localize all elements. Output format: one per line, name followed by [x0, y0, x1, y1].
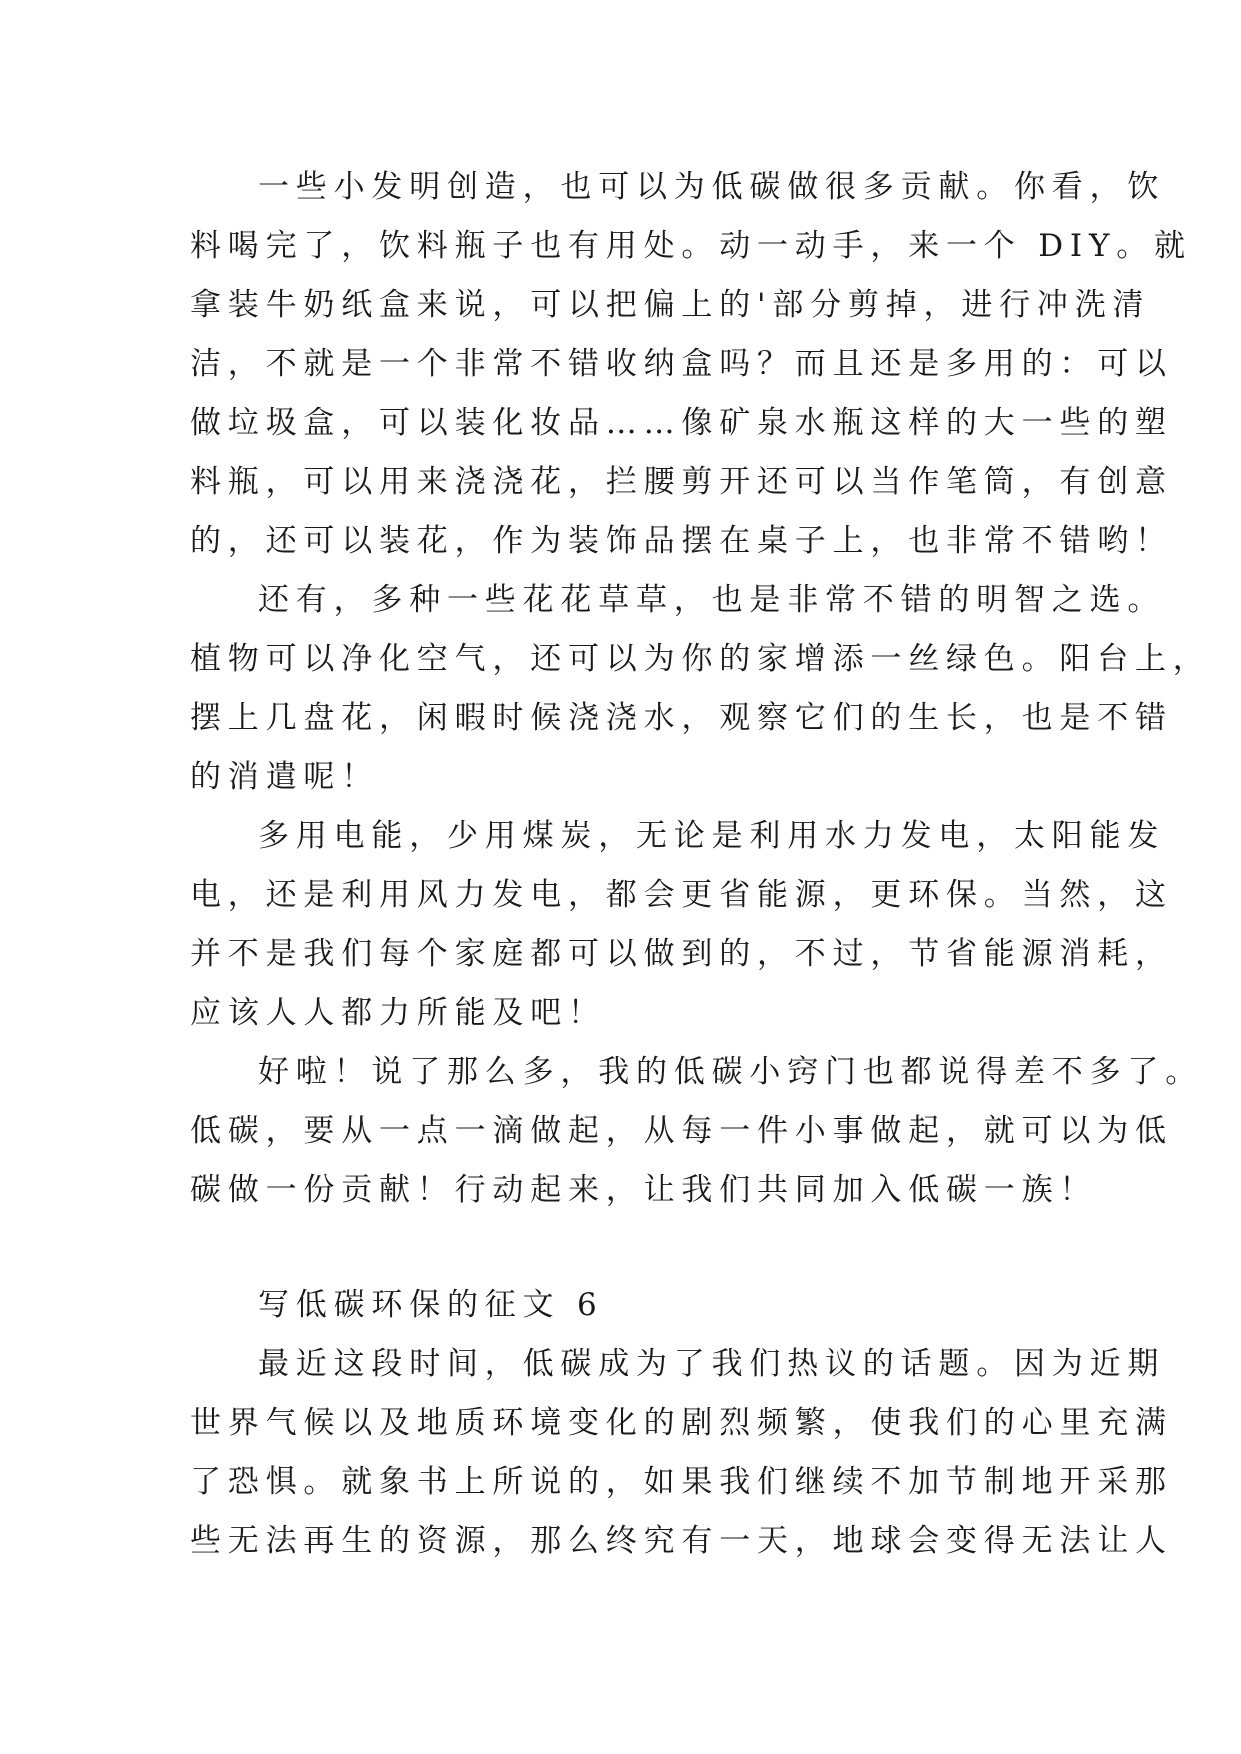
text-line: 摆上几盘花，闲暇时候浇浇水，观察它们的生长，也是不错: [190, 700, 1173, 736]
text-line: 电，还是利用风力发电，都会更省能源，更环保。当然，这: [190, 877, 1173, 913]
document-body: [190, 158, 1211, 1571]
text-line: 多用电能，少用煤炭，无论是利用水力发电，太阳能发: [258, 818, 1166, 854]
section-spacer: [190, 1220, 1050, 1276]
paragraph-2: [190, 571, 1211, 807]
text-line: 料瓶，可以用来浇浇花，拦腰剪开还可以当作笔筒，有创意: [190, 464, 1173, 500]
text-line: 低碳，要从一点一滴做起，从每一件小事做起，就可以为低: [190, 1113, 1173, 1149]
text-line: 世界气候以及地质环境变化的剧烈频繁，使我们的心里充满: [190, 1405, 1173, 1441]
text-line: 碳做一份贡献！行动起来，让我们共同加入低碳一族！: [190, 1172, 1098, 1208]
text-line: 还有，多种一些花花草草，也是非常不错的明智之选。: [258, 582, 1166, 618]
text-line: 做垃圾盒，可以装化妆品……像矿泉水瓶这样的大一些的塑: [190, 405, 1173, 441]
paragraph-1: [190, 158, 1192, 571]
text-line: 了恐惧。就象书上所说的，如果我们继续不加节制地开采那: [190, 1464, 1173, 1500]
text-line: 些无法再生的资源，那么终究有一天，地球会变得无法让人: [190, 1523, 1173, 1559]
paragraph-4: [190, 1043, 1203, 1220]
text-line: 的消遣呢！: [190, 759, 379, 795]
text-line: 好啦！说了那么多，我的低碳小窍门也都说得差不多了。: [258, 1054, 1203, 1090]
text-line: 洁，不就是一个非常不错收纳盒吗？而且还是多用的：可以: [190, 346, 1173, 382]
text-line: 最近这段时间，低碳成为了我们热议的话题。因为近期: [258, 1346, 1166, 1382]
paragraph-3: [190, 807, 1173, 1043]
text-line: 应该人人都力所能及吧！: [190, 995, 606, 1031]
text-line: 并不是我们每个家庭都可以做到的，不过，节省能源消耗，: [190, 936, 1173, 972]
text-line: 的，还可以装花，作为装饰品摆在桌子上，也非常不错哟！: [190, 523, 1173, 559]
text-line: 拿装牛奶纸盒来说，可以把偏上的'部分剪掉，进行冲洗清: [190, 287, 1151, 323]
section-heading: 写低碳环保的征文 6: [258, 1287, 604, 1323]
text-line: 植物可以净化空气，还可以为你的家增添一丝绿色。阳台上，: [190, 641, 1211, 677]
section-paragraph: [190, 1335, 1173, 1571]
text-line: 料喝完了，饮料瓶子也有用处。动一动手，来一个 DIY。就: [190, 228, 1192, 264]
text-line: 一些小发明创造，也可以为低碳做很多贡献。你看，饮: [258, 169, 1166, 205]
